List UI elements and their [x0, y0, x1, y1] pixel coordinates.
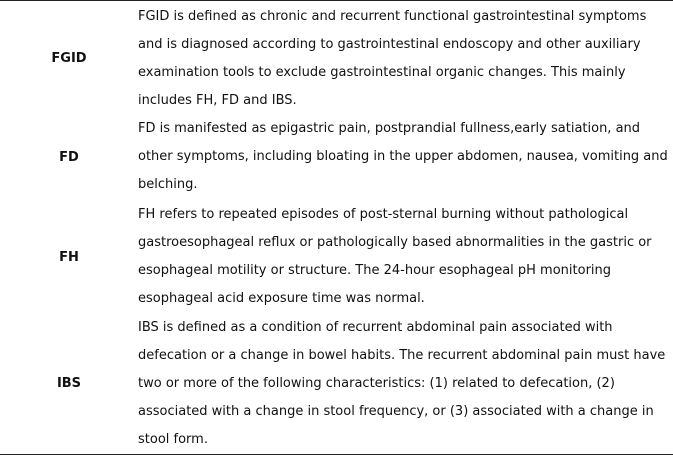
table-row-fd — [0, 113, 673, 201]
table-row-fgid — [0, 1, 673, 113]
term-cell: IBS — [56, 376, 82, 391]
term-cell: FH — [59, 249, 79, 265]
definition-cell: FH refers to repeated episodes of post-sternal burning without pathological gastroesophageal reflux or pathologically based abnormalities in the gastric or esophageal motility or structure. The 24-hour esophageal pH monitoring esophageal acid exposure time was normal. — [138, 207, 652, 306]
definition-cell: FD is manifested as epigastric pain, postprandial fullness,early satiation, and other symptoms, including bloating in the upper abdomen, nausea, vomiting and belching. — [138, 121, 668, 192]
table-row-fh — [0, 201, 673, 313]
definition-cell: FGID is defined as chronic and recurrent functional gastrointestinal symptoms and is diagnosed according to gastrointestinal endoscopy and other auxiliary examination tools to exclude gastrointestinal organic changes. This mainly includes FH, FD and IBS. — [138, 8, 647, 108]
definition-cell: IBS is defined as a condition of recurrent abdominal pain associated with defecation or a change in bowel habits. The recurrent abdominal pain must have two or more of the following characteristics: (1) related to defecation, (2) associated with a change in stool frequency, or (3) associated with a change in stool form. — [138, 319, 666, 447]
table-row-ibs — [0, 313, 673, 454]
term-cell: FD — [59, 149, 79, 165]
term-cell: FGID — [51, 51, 87, 66]
